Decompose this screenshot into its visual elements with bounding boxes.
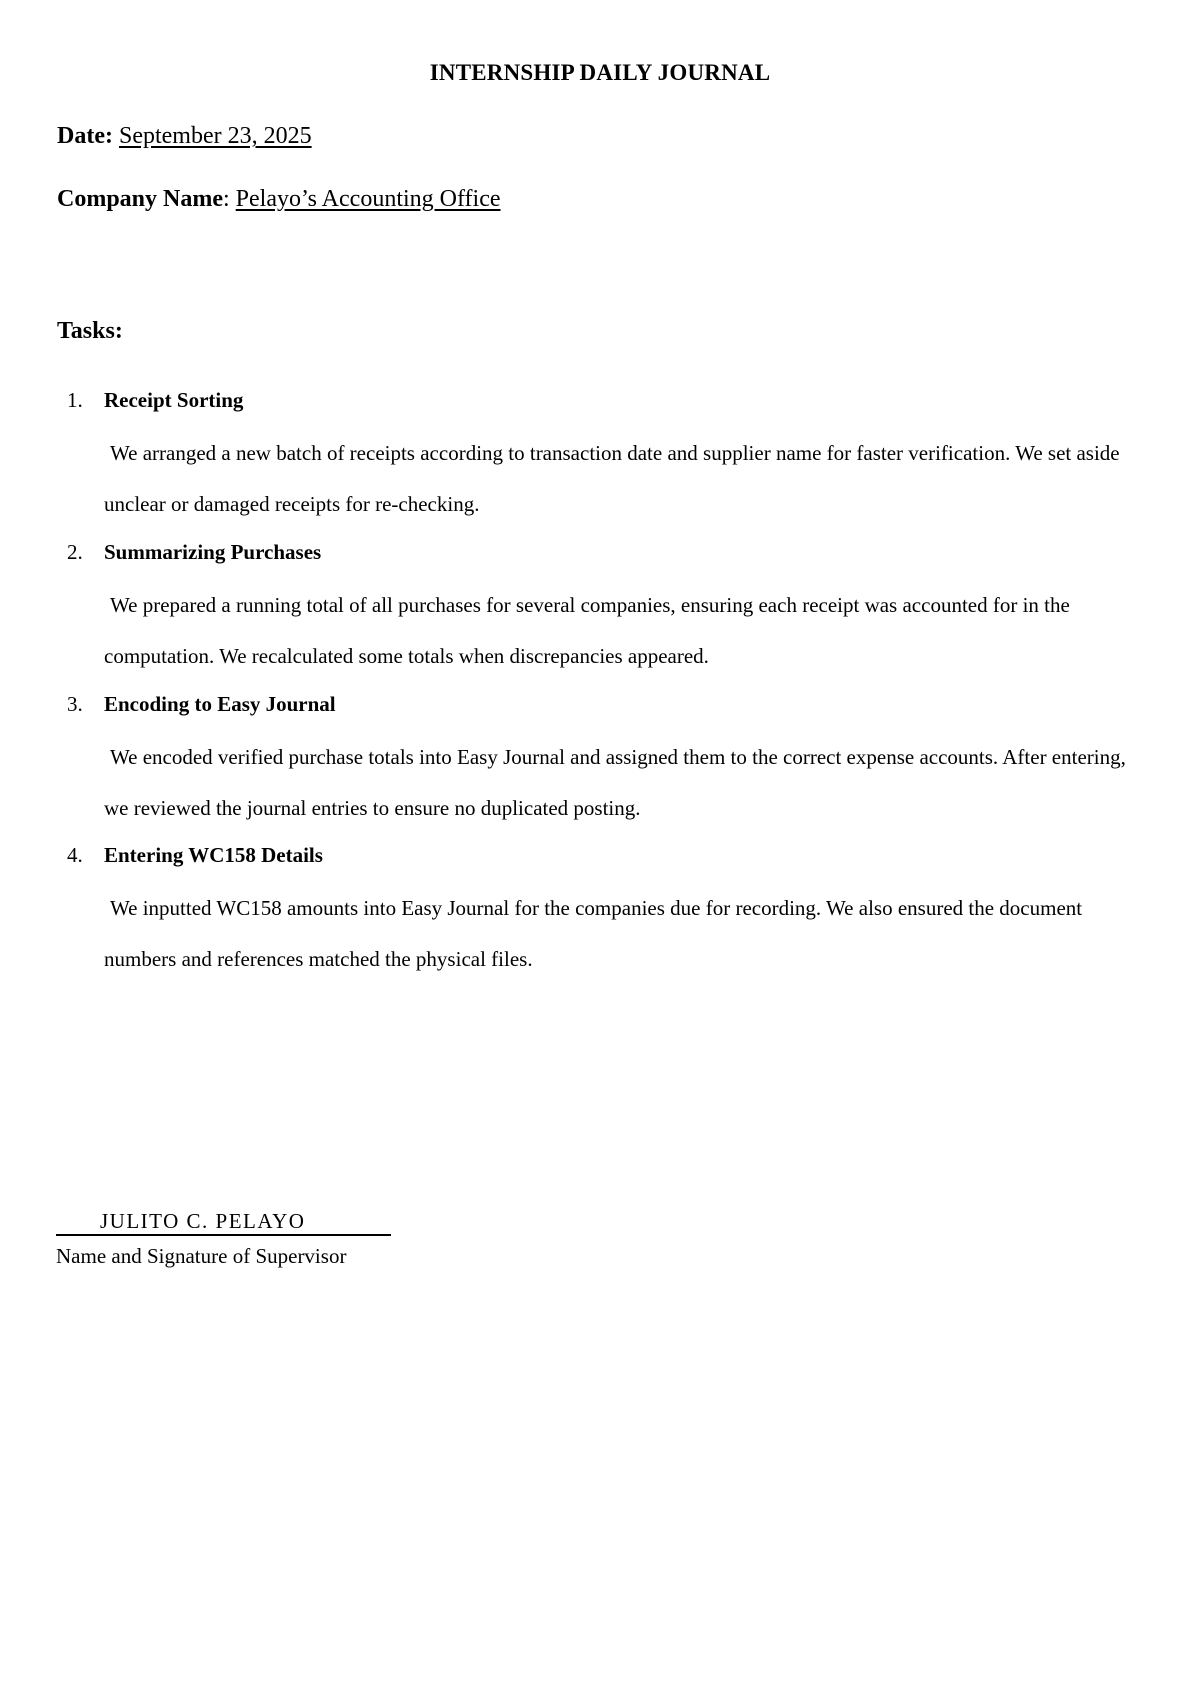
task-number: 3.	[67, 692, 83, 716]
document-title: INTERNSHIP DAILY JOURNAL	[429, 60, 771, 85]
company-colon: :	[223, 186, 230, 212]
task-description: We prepared a running total of all purchases for several companies, ensuring each receipt was accounted for in the computation. We recalculated some totals when discrepancies appeared.	[104, 593, 1070, 668]
company-field	[57, 186, 501, 213]
task-number: 2.	[67, 540, 83, 564]
date-field	[57, 123, 312, 150]
company-value: Pelayo’s Accounting Office	[235, 186, 501, 212]
company-label: Company Name	[57, 186, 223, 212]
tasks-heading: Tasks:	[57, 318, 123, 344]
task-title: Encoding to Easy Journal	[104, 692, 336, 716]
task-number: 4.	[67, 843, 83, 867]
task-title: Receipt Sorting	[104, 388, 244, 412]
supervisor-signature-label: Name and Signature of Supervisor	[56, 1244, 347, 1268]
date-label: Date:	[57, 123, 113, 149]
supervisor-name: JULITO C. PELAYO	[56, 1207, 391, 1236]
task-description: We encoded verified purchase totals into Easy Journal and assigned them to the correct expense accounts. After entering, we reviewed the journal entries to ensure no duplicated posting.	[104, 745, 1126, 820]
task-description: We inputted WC158 amounts into Easy Journal for the companies due for recording. We also ensured the document numbers and references matched the physical files.	[104, 896, 1083, 971]
task-title: Summarizing Purchases	[104, 540, 322, 564]
task-description: We arranged a new batch of receipts according to transaction date and supplier name for faster verification. We set aside unclear or damaged receipts for re-checking.	[104, 441, 1120, 516]
task-title: Entering WC158 Details	[104, 843, 323, 867]
task-number: 1.	[67, 388, 83, 412]
date-value: September 23, 2025	[118, 123, 312, 149]
